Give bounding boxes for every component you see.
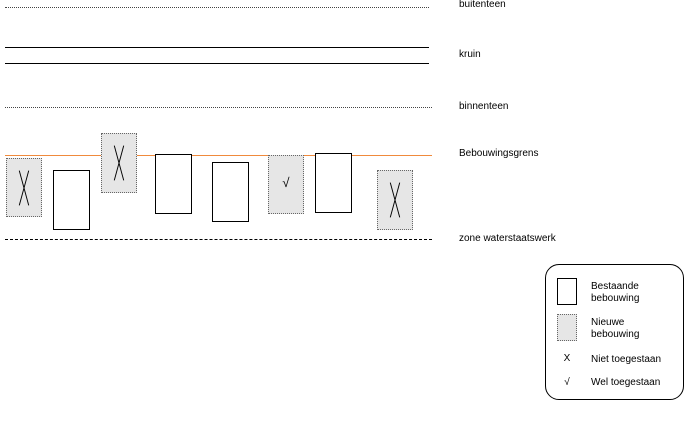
- cross-icon: [378, 171, 412, 229]
- check-icon: √: [282, 175, 290, 190]
- new-building-not-allowed: [377, 170, 413, 230]
- check-icon: √: [564, 377, 570, 388]
- legend-existing-label: Bestaande bebouwing: [591, 281, 640, 304]
- binnenteen-line: [5, 107, 432, 108]
- legend-allowed-label: Wel toegestaan: [591, 377, 661, 388]
- existing-building: [155, 154, 192, 214]
- legend-new-label: Nieuwe bebouwing: [591, 317, 640, 340]
- cross-icon: X: [563, 353, 571, 364]
- new-building-not-allowed: [6, 158, 42, 217]
- kruin-line-top: [5, 47, 429, 48]
- binnenteen-label: binnenteen: [459, 101, 509, 112]
- kruin-label: kruin: [459, 49, 481, 60]
- buitenteen-line: [5, 7, 429, 8]
- bebouwingsgrens-label: Bebouwingsgrens: [459, 148, 539, 159]
- existing-building: [315, 153, 352, 213]
- new-building-not-allowed: [101, 133, 137, 193]
- legend-existing-swatch: [557, 278, 577, 305]
- legend-not-allowed-label: Niet toegestaan: [591, 354, 662, 365]
- legend-new-swatch: [557, 314, 577, 341]
- zone-waterstaatswerk-line: [5, 239, 432, 240]
- cross-icon: [102, 134, 136, 192]
- legend: [545, 264, 684, 400]
- buitenteen-label: buitenteen: [459, 0, 506, 10]
- zone-waterstaatswerk-label: zone waterstaatswerk: [459, 233, 556, 244]
- existing-building: [212, 162, 249, 222]
- bebouwingsgrens-line: [5, 155, 432, 156]
- new-building-allowed: [268, 155, 304, 214]
- existing-building: [53, 170, 90, 230]
- cross-icon: [7, 159, 41, 216]
- kruin-line-bottom: [5, 63, 429, 64]
